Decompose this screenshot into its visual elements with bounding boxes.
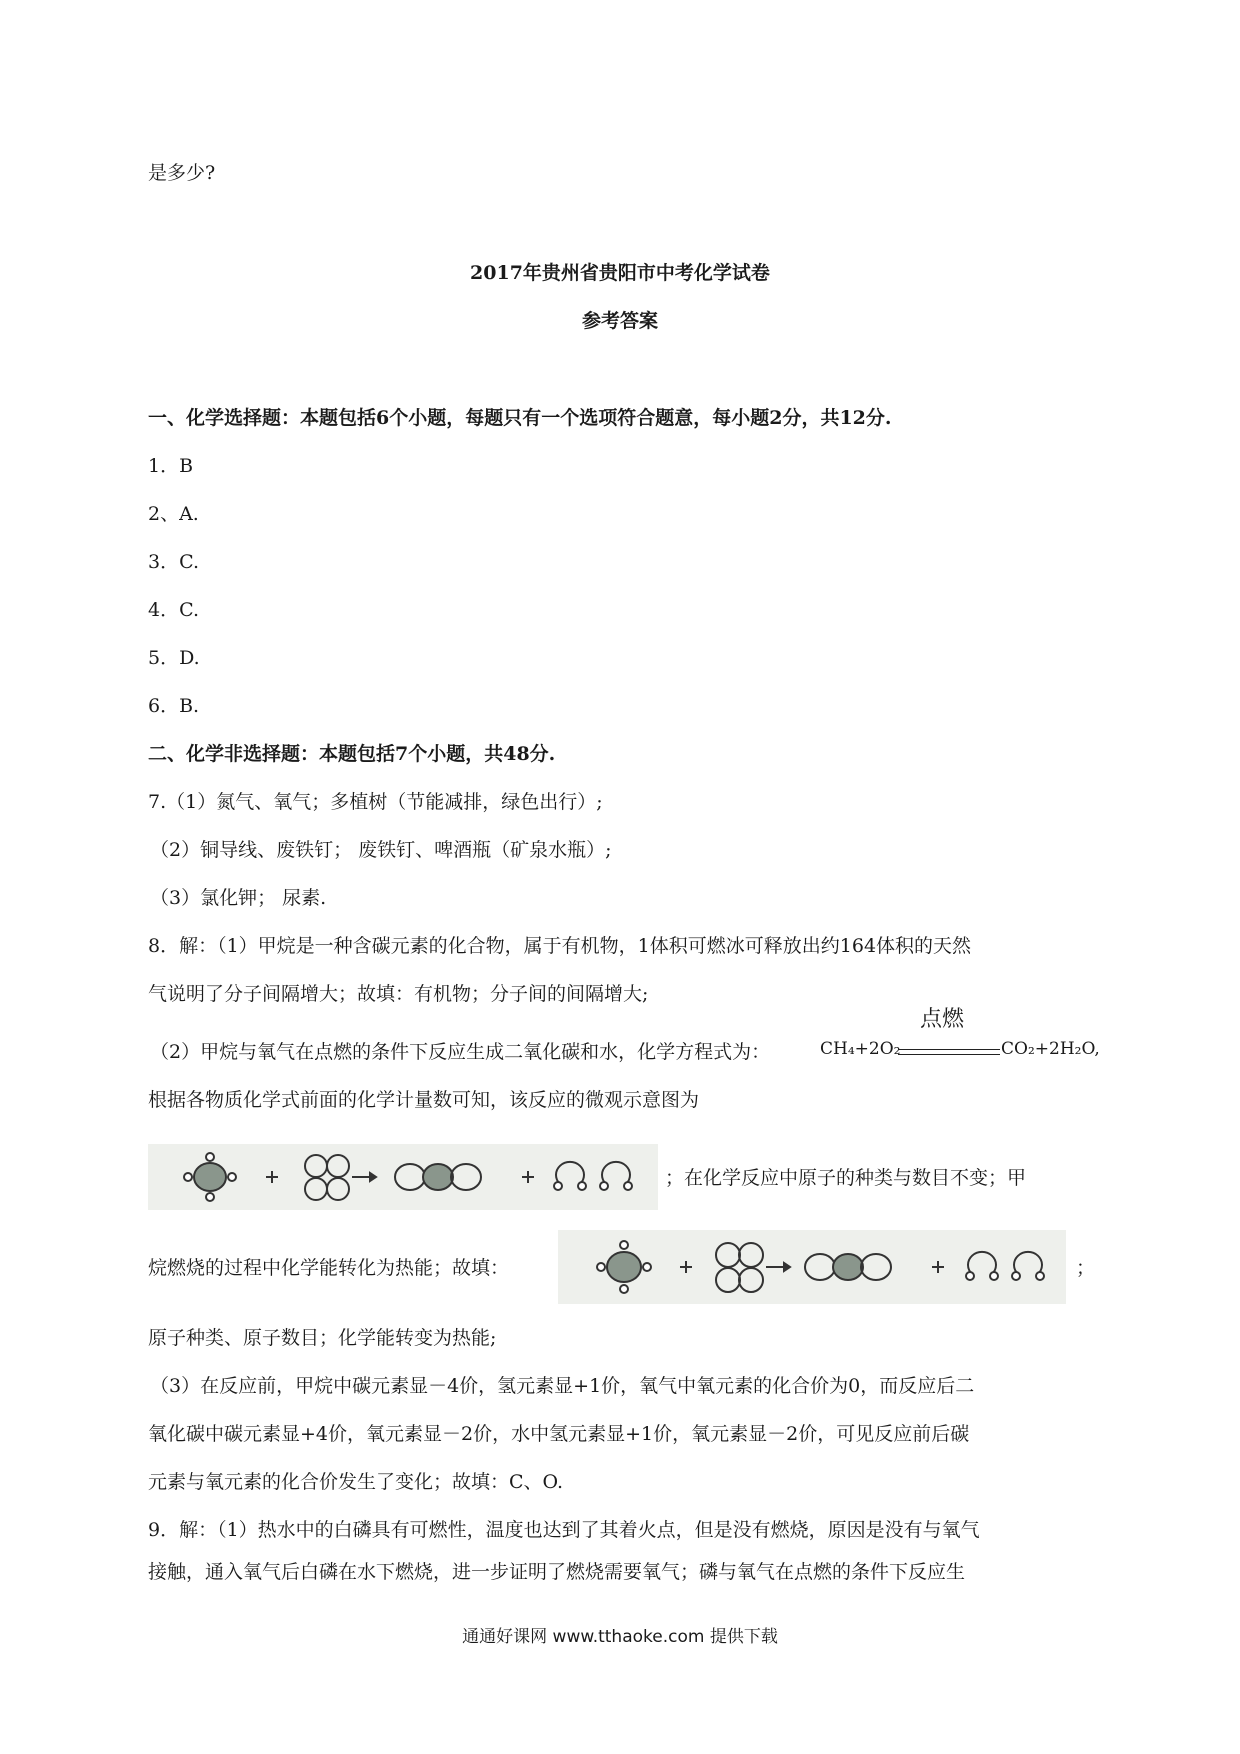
plus-sign <box>266 1171 278 1183</box>
hydrogen-atom <box>206 1193 214 1201</box>
text-line: ；在化学反应中原子的种类与数目不变；甲 <box>665 1167 1027 1189</box>
text-line: 元素与氧元素的化合价发生了变化；故填：C、O. <box>148 1471 564 1493</box>
section-heading: 一、化学选择题：本题包括6个小题，每题只有一个选项符合题意，每小题2分，共12分. <box>148 407 892 429</box>
hydrogen-atom <box>184 1173 192 1181</box>
answer-2: 2、A. <box>148 503 199 525</box>
reaction-condition: 点燃 <box>920 1007 965 1032</box>
text-line: 根据各物质化学式前面的化学计量数可知，该反应的微观示意图为 <box>148 1089 700 1111</box>
text-line: 烷燃烧的过程中化学能转化为热能；故填： <box>148 1257 510 1279</box>
hydrogen-atom <box>228 1173 236 1181</box>
text-line: 氧化碳中碳元素显+4价，氧元素显－2价，水中氢元素显+1价，氧元素显－2价，可见反应前后碳 <box>148 1423 970 1445</box>
reaction-diagram <box>148 1144 658 1210</box>
reaction-diagram <box>558 1230 1066 1304</box>
text-line: 是多少? <box>148 162 216 184</box>
text-line: 7.（1）氮气、氧气；多植树（节能减排，绿色出行）; <box>148 791 603 813</box>
molecule-diagram <box>558 1230 1066 1304</box>
equation-lhs: CH₄+2O₂ <box>820 1039 901 1059</box>
text-line: 8．解：（1）甲烷是一种含碳元素的化合物，属于有机物，1体积可燃冰可释放出约164体积的天然 <box>148 935 972 957</box>
answer-1: 1．B <box>148 455 194 477</box>
page-title: 2017年贵州省贵阳市中考化学试卷 <box>470 262 770 284</box>
page-subtitle: 参考答案 <box>581 310 658 332</box>
section-heading: 二、化学非选择题：本题包括7个小题，共48分. <box>148 743 556 765</box>
text-line: ； <box>1076 1257 1096 1279</box>
text-line: 9．解：（1）热水中的白磷具有可燃性，温度也达到了其着火点，但是没有燃烧，原因是没有与氧气 <box>148 1519 980 1541</box>
equation-intro: （2）甲烷与氧气在点燃的条件下反应生成二氧化碳和水，化学方程式为： <box>150 1041 771 1063</box>
molecule-diagram <box>148 1144 658 1210</box>
text-line: （2）铜导线、废铁钉； 废铁钉、啤酒瓶（矿泉水瓶）; <box>150 839 612 861</box>
carbon-atom <box>194 1163 226 1191</box>
equation-rhs: CO₂+2H₂O, <box>1001 1039 1100 1059</box>
text-line: （3）在反应前，甲烷中碳元素显－4价，氢元素显+1价，氧气中氧元素的化合价为0，而反应后二 <box>150 1375 975 1397</box>
text-line: （3）氯化钾； 尿素. <box>150 887 327 909</box>
answer-3: 3．C. <box>148 551 199 573</box>
answer-6: 6．B. <box>148 695 200 717</box>
answer-5: 5．D. <box>148 647 200 669</box>
text-line: 接触，通入氧气后白磷在水下燃烧，进一步证明了燃烧需要氧气；磷与氧气在点燃的条件下反应生 <box>148 1561 966 1583</box>
equals-bar-bottom <box>898 1054 1000 1055</box>
text-line: 气说明了分子间隔增大；故填：有机物；分子间的间隔增大; <box>148 983 649 1005</box>
page-footer: 通通好课网 www.tthaoke.com 提供下载 <box>462 1627 778 1647</box>
hydrogen-atom <box>206 1153 214 1161</box>
answer-4: 4．C. <box>148 599 199 621</box>
equals-bar-top <box>898 1049 1000 1050</box>
text-line: 原子种类、原子数目；化学能转变为热能; <box>148 1327 497 1349</box>
